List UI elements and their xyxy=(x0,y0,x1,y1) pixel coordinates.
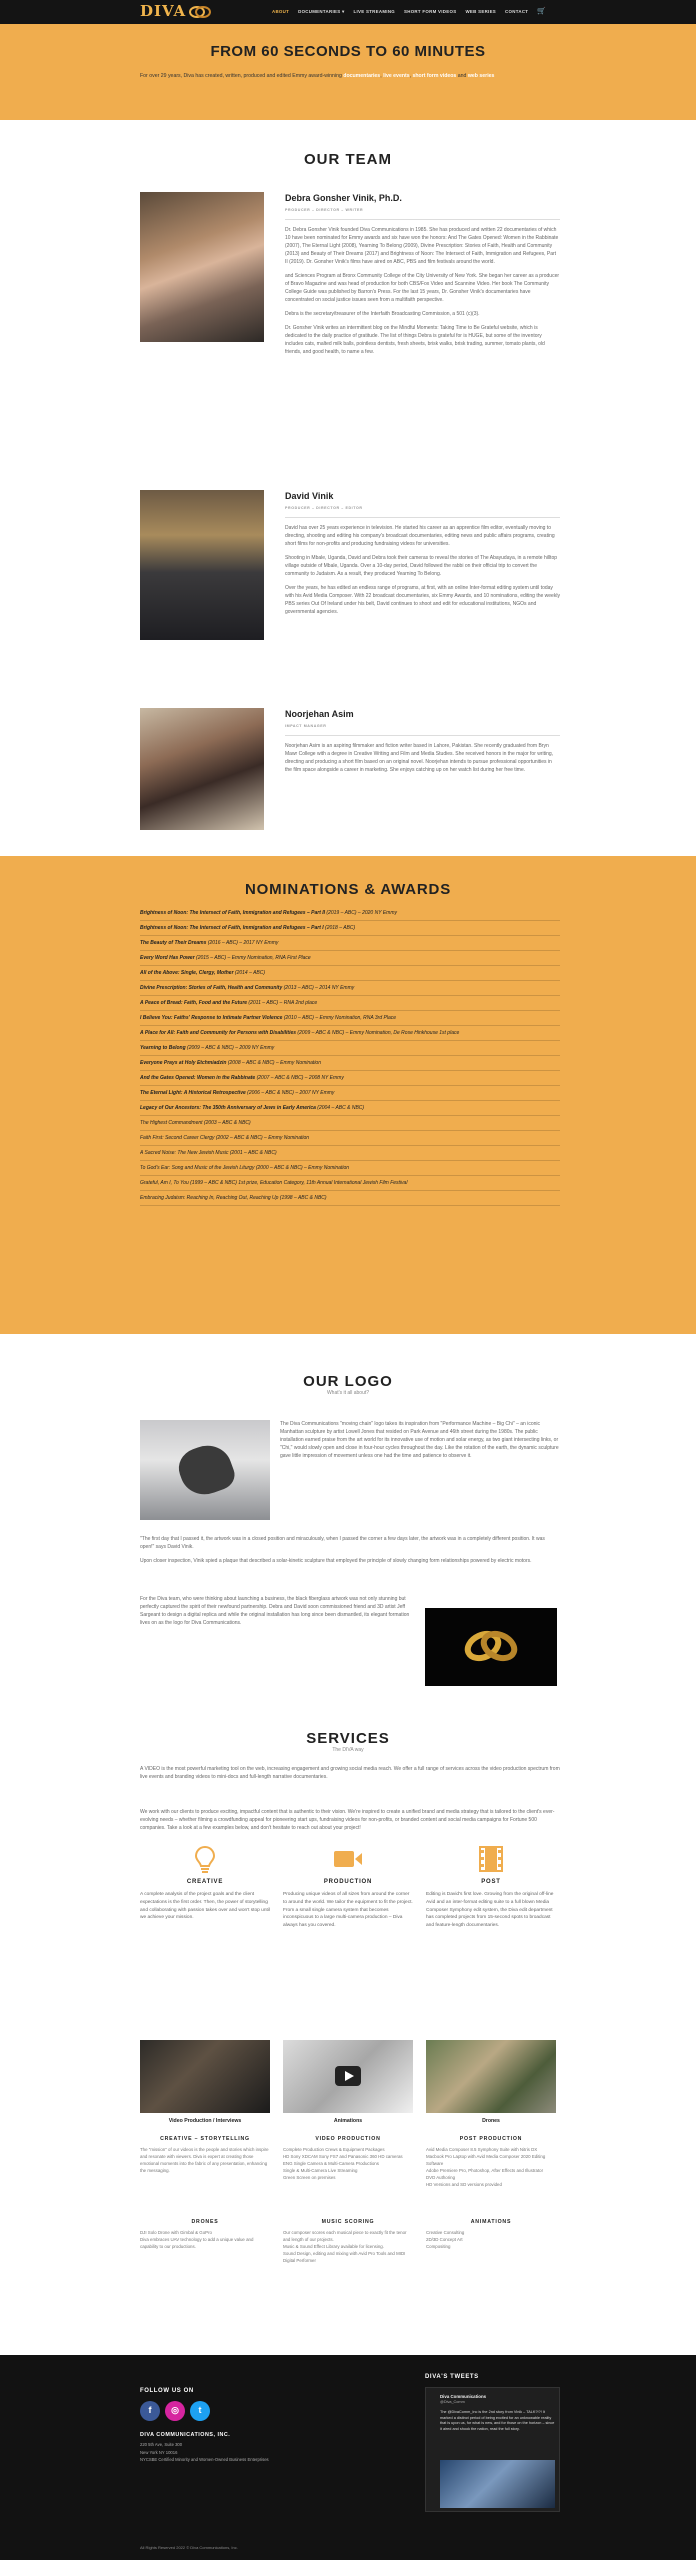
logo-animation-video[interactable] xyxy=(425,1608,557,1686)
divider xyxy=(285,735,560,736)
service-detail-title: DRONES xyxy=(191,2219,219,2225)
nav-documentaries[interactable]: DOCUMENTARIES ▾ xyxy=(298,8,345,14)
facebook-icon[interactable]: f xyxy=(140,2401,160,2421)
nomination-detail: (2015 – ABC) – Emmy Nomination, RNA First Place xyxy=(194,954,311,961)
service-creative xyxy=(140,1843,270,1922)
nomination-title: And the Gates Opened: Women in the Rabbinate xyxy=(140,1074,256,1081)
service-detail-line: Avid Media Composer 8.5 Symphony Suite with Nitris DX xyxy=(426,2147,538,2153)
service-detail-column xyxy=(426,2218,556,2250)
service-detail-line: Our composer scores each musical piece to exactly fit the tenor and length of our projects. xyxy=(283,2230,407,2243)
nomination-detail: (2009 – ABC & NBC) – Emmy Nomination, De Rose Hinkhouse 1st place xyxy=(296,1029,460,1036)
divider xyxy=(285,517,560,518)
nomination-item xyxy=(140,1011,560,1026)
member-name: David Vinik xyxy=(285,491,334,501)
thumbnail-caption: Animations xyxy=(333,2118,363,2124)
team-member-debra xyxy=(140,192,560,492)
address-line: New York NY 10016 xyxy=(140,2449,178,2455)
service-detail-line: The "mission" of our videos is the people and stories which inspire and resonate with viewers. Diva is expert at creating those emotional moments into the fabric of any presentation, enhancing the messaging. xyxy=(140,2147,269,2174)
company-name: DIVA COMMUNICATIONS, INC. xyxy=(140,2432,231,2438)
hero-intro: For over 29 years, Diva has created, written, produced and edited Emmy award-winning xyxy=(140,73,344,79)
logo-text: DIVA xyxy=(140,2,187,21)
nomination-title: All of the Above: Single, Clergy, Mother xyxy=(140,969,234,976)
hero-text: For over 29 years, Diva has created, written, produced and edited Emmy award-winning documentaries, live events, short form videos and web series xyxy=(140,73,495,79)
service-production xyxy=(283,1843,413,1930)
site-footer xyxy=(0,2355,696,2560)
video-camera-icon xyxy=(283,1843,413,1875)
david-info xyxy=(285,490,560,622)
nomination-item xyxy=(140,981,560,996)
site-logo[interactable] xyxy=(140,3,212,21)
thumbnail-caption: Video Production / Interviews xyxy=(168,2118,242,2124)
nomination-title: The Beauty of Their Dreams xyxy=(140,939,207,946)
member-bio: Shooting in Mbale, Uganda, David and Debra took their cameras to reveal the stories of The Abayudaya, in a remote hilltop village outside of Mbale, Uganda. Over a 10-day period, David followed the rabbi on their official trip to convert the community to Judaism. As a result, they produced Yearning To Belong. xyxy=(285,554,558,577)
member-name: Debra Gonsher Vinik, Ph.D. xyxy=(285,193,402,203)
service-detail-line: ENG Single Camera & Multi-Camera Productions xyxy=(283,2161,379,2167)
address-line: NYCSBE Certified Minority and Women-Owned Business Enterprises xyxy=(140,2457,269,2463)
cart-icon[interactable]: 🛒 xyxy=(537,7,546,15)
nav-contact[interactable]: CONTACT xyxy=(505,8,529,14)
member-name: Noorjehan Asim xyxy=(285,709,354,719)
social-links xyxy=(140,2401,210,2421)
member-bio: David has over 25 years experience in television. He started his career as an apprentice film editor, eventually moving to directing, shooting and editing his company's broadcast documentaries, editing news and public affairs programs, creating short films for non-profits and producing fundraising videos for universities. xyxy=(285,524,555,547)
lightbulb-icon xyxy=(140,1843,270,1875)
nomination-detail: Embracing Judaism: Reaching In, Reaching Out, Reaching Up (1998 – ABC & NBC) xyxy=(140,1194,327,1201)
noorjehan-photo xyxy=(140,708,264,830)
link-short-form-videos[interactable]: short form videos xyxy=(412,73,457,79)
nomination-detail: (2006 – ABC & NBC) – 2007 NY Emmy xyxy=(245,1089,335,1096)
our-logo-subtitle: What's it all about? xyxy=(326,1390,370,1396)
service-detail-title: MUSIC SCORING xyxy=(321,2219,375,2225)
nomination-title: Brightness of Noon: The Intersect of Faith, Immigration and Refugees – Part II xyxy=(140,909,326,916)
logo-story-text xyxy=(140,1535,560,1565)
link-documentaries[interactable]: documentaries xyxy=(343,73,381,79)
nomination-item xyxy=(140,1116,560,1131)
member-bio: Dr. Debra Gonsher Vinik founded Diva Communications in 1985. She has produced and written 22 documentaries of which 10 have been nominated for Emmy awards and six have won the honors: And The Gates Opened: Women in the Rabbinate (2007), The Eternal Light (2008), Yearning To Belong (2009), Divine Prescription: Stories of Faith, Health and Community (2013) and Beauty of Their Dreams (2017) and Brightness of Noon: The Intersect of Faith, Immigration and Refugees, Part II (2019). Dr. Gonsher Vinik's films have aired on ABC, PBS and film festivals around the world. xyxy=(285,226,559,265)
follow-us-heading: FOLLOW US ON xyxy=(140,2388,194,2394)
service-detail-line: Diva embraces UAV technology to add a unique value and capability to our productions. xyxy=(140,2237,254,2250)
member-bio: Noorjehan Asim is an aspiring filmmaker and fiction writer based in Lahore, Pakistan. She recently graduated from Bryn Mawr College with a degree in Creative Writing and Film and Media Studies. She received honors in the major for writing, directing and producing a short film based on an original novel. Noorjehan intends to pursue professional opportunities in the film space alongside a career in marketing. She enjoys catching up on her watch list during her free time. xyxy=(285,742,554,773)
nomination-title: Everyone Prays at Holy Etchmiadzin xyxy=(140,1059,227,1066)
animations-thumbnail[interactable] xyxy=(283,2040,413,2113)
tweet-author: Diva Communications xyxy=(440,2394,487,2399)
logo-quote: "The first day that I passed it, the artwork was in a closed position and miraculously, when I passed the corner a few days later, the artwork was in a completely different position. It was open!" says David Vinik. xyxy=(140,1536,545,1550)
service-detail-title: POST PRODUCTION xyxy=(459,2136,523,2142)
team-member-noorjehan xyxy=(140,708,560,833)
service-detail-line: HD Versions and SD versions provided xyxy=(426,2182,502,2188)
service-detail-line: Macbook Pro Laptop with Avid Media Composer 2020 Editing Software xyxy=(426,2154,546,2167)
nomination-item xyxy=(140,1191,560,1206)
member-bio: Debra is the secretary/treasurer of the Interfaith Broadcasting Commission, a 501 (c)(3). xyxy=(285,310,480,317)
service-detail-line: Creative Consulting xyxy=(426,2230,465,2236)
hero-and: and xyxy=(456,73,468,79)
nomination-detail: (2009 – ABC & NBC) – 2009 NY Emmy xyxy=(185,1044,275,1051)
member-role: PRODUCER – DIRECTOR – WRITER xyxy=(285,207,364,212)
video-production-thumbnail[interactable] xyxy=(140,2040,270,2113)
nomination-title: Divine Prescription: Stories of Faith, Health and Community xyxy=(140,984,283,991)
sculpture-photo xyxy=(140,1420,270,1520)
service-detail-line: Complete Production Crews & Equipment Packages xyxy=(283,2147,385,2153)
company-address xyxy=(140,2441,320,2464)
nomination-item xyxy=(140,936,560,951)
nomination-title: Every Word Has Power xyxy=(140,954,195,961)
service-detail-line: Sound Design, editing and mixing with Avid Pro Tools and MIDI Digital Performer xyxy=(283,2251,406,2264)
top-navigation-bar xyxy=(0,0,696,24)
service-detail-line: DVD Authoring xyxy=(426,2175,456,2181)
divider xyxy=(285,219,560,220)
nomination-detail: (2011 – ABC) – RNA 2nd place xyxy=(247,999,318,1006)
nomination-detail: (2019 – ABC) – 2020 NY Emmy xyxy=(325,909,398,916)
nomination-item xyxy=(140,1071,560,1086)
our-logo-title: OUR LOGO xyxy=(303,1373,393,1390)
nomination-title: I Believe You: Faiths' Response to Intimate Partner Violence xyxy=(140,1014,283,1021)
services-intro: A VIDEO is the most powerful marketing tool on the web, increasing engagement and growing social media reach. We offer a full range of services across the video production spectrum from live events and branding videos to mini-docs and full-length narrative documentaries. xyxy=(140,1766,560,1780)
service-detail-column xyxy=(283,2135,413,2181)
service-detail-title: VIDEO PRODUCTION xyxy=(315,2136,381,2142)
nominations-section xyxy=(0,856,696,1334)
nomination-detail: Faith First: Second Career Clergy (2002 – ABC & NBC) – Emmy Nomination xyxy=(140,1134,310,1141)
chain-logo-icon xyxy=(188,5,212,19)
service-detail-line: Adobe Premiere Pro, Photoshop, After Effects and Illustrator xyxy=(426,2168,544,2174)
film-strip-icon xyxy=(426,1843,556,1875)
link-web-series[interactable]: web series xyxy=(467,73,495,79)
play-button-icon[interactable] xyxy=(283,2040,413,2113)
twitter-icon[interactable]: t xyxy=(190,2401,210,2421)
nav-short-form-videos[interactable]: SHORT FORM VIDEOS xyxy=(404,8,457,14)
services-intro: We work with our clients to produce exciting, impactful content that is authentic to their vision. We're inspired to create a unified brand and media strategy that is tailored to the client's ever-evolving needs – whether filming a crowdfunding appeal for pioneering start ups, fundraising videos for non-profits, or branded content and social media campaigns for Fortune 500 companies. Take a look at a few examples below, and don't hesitate to reach out about your project! xyxy=(140,1809,555,1831)
nomination-item xyxy=(140,1026,560,1041)
member-role: IMPACT MANAGER xyxy=(285,723,327,728)
main-nav xyxy=(272,0,546,24)
debra-photo xyxy=(140,192,264,342)
team-member-david xyxy=(140,490,560,690)
nomination-item xyxy=(140,1146,560,1161)
tweets-heading: DIVA'S TWEETS xyxy=(425,2374,479,2380)
logo-story-paragraph: Upon closer inspection, Vinik spied a plaque that described a solar-kinetic sculpture that employed the principle of slowly changing form relationships powered by electric motors. xyxy=(140,1558,532,1564)
service-detail-column xyxy=(283,2218,413,2264)
twitter-feed[interactable] xyxy=(425,2387,560,2512)
nomination-item xyxy=(140,951,560,966)
drones-thumbnail[interactable] xyxy=(426,2040,556,2113)
team-section-title: OUR TEAM xyxy=(304,151,392,168)
nomination-item xyxy=(140,906,560,921)
nomination-item xyxy=(140,1161,560,1176)
nomination-detail: To God's Ear: Song and Music of the Jewish Liturgy (2000 – ABC & NBC) – Emmy Nomination xyxy=(140,1164,350,1171)
service-detail-column xyxy=(426,2135,556,2188)
service-detail-line: HD Sony XDCAM Sony FS7 and Panasonic 360 HD cameras xyxy=(283,2154,403,2160)
nav-about[interactable]: ABOUT xyxy=(271,8,290,14)
nomination-item xyxy=(140,1041,560,1056)
nomination-title: A Place for All: Faith and Community for Persons with Disabilities xyxy=(140,1029,297,1036)
nomination-item xyxy=(140,1056,560,1071)
hero-title: FROM 60 SECONDS TO 60 MINUTES xyxy=(210,43,486,60)
nomination-detail: (2010 – ABC) – Emmy Nomination, RNA 3rd Place xyxy=(282,1014,396,1021)
nomination-item xyxy=(140,966,560,981)
service-post xyxy=(426,1843,556,1930)
noorjehan-info xyxy=(285,708,560,780)
nomination-detail: (2004 – ABC & NBC) xyxy=(315,1104,365,1111)
nomination-detail: (2013 – ABC) – 2014 NY Emmy xyxy=(282,984,355,991)
service-title: CREATIVE xyxy=(186,1879,224,1885)
service-detail-line: Compositing xyxy=(426,2244,451,2250)
nominations-list xyxy=(140,906,560,1206)
nomination-item xyxy=(140,1131,560,1146)
services-subtitle: The DIVA way xyxy=(332,1747,364,1753)
nomination-detail: (2014 – ABC) xyxy=(233,969,266,976)
nominations-title: NOMINATIONS & AWARDS xyxy=(245,881,451,898)
service-text: Producing unique videos of all sizes from around the corner to around the world. We tailor the equipment to fit the project. From a small single camera system that becomes inconspicuous to a large multi-camera production – Diva always has you covered. xyxy=(283,1892,413,1928)
member-bio: and Sciences Program at Bronx Community College of the City University of New York. She began her career as a producer of Bravo Magazine and was head of production for both CBS/Fox Video and Scannine Video. Her book The Community College Guide was published by Barron's Press. For the last 15 years, Dr. Gonsher Vinik's documentaries have concentrated on social justice issues seen from a multifaith perspective. xyxy=(285,272,560,303)
hero-banner xyxy=(0,24,696,120)
nomination-item xyxy=(140,1086,560,1101)
nomination-item xyxy=(140,996,560,1011)
instagram-icon[interactable]: ◎ xyxy=(165,2401,185,2421)
nomination-title: Yearning to Belong xyxy=(140,1044,186,1051)
nomination-title: A Peace of Bread: Faith, Food and the Future xyxy=(140,999,248,1006)
nav-web-series[interactable]: WEB SERIES xyxy=(465,8,497,14)
service-detail-line: DJI Solo Drone with Gimbal & GoPro xyxy=(140,2230,212,2236)
service-detail-column xyxy=(140,2135,270,2174)
address-line: 220 5th Ave, Suite 300 xyxy=(140,2442,183,2447)
nomination-item xyxy=(140,1176,560,1191)
nomination-item xyxy=(140,1101,560,1116)
copyright: All Rights Reserved 2022 © Diva Communications, Inc. xyxy=(140,2545,238,2550)
gold-chain-logo-icon xyxy=(463,1624,519,1668)
nomination-title: Brightness of Noon: The Intersect of Faith, Immigration and Refugees – Part I xyxy=(140,924,324,931)
link-live-events[interactable]: live events xyxy=(383,73,410,79)
service-text: A complete analysis of the project goals and the client expectations is the first order. Then, the power of storytelling and collaborating with passion takes over and won't stop until we achieve your mission. xyxy=(140,1892,270,1921)
service-detail-title: CREATIVE – STORYTELLING xyxy=(160,2136,250,2142)
service-title: PRODUCTION xyxy=(323,1879,373,1885)
nomination-item xyxy=(140,921,560,936)
service-text: Editing is David's first love. Growing from the original off-line Avid and an inter-format editing suite to a full blown Media Composer Symphony edit system, the Diva edit department has completed projects from 15-second spots to broadcast and feature-length documentaries. xyxy=(426,1892,554,1928)
nomination-title: The Eternal Light: A Historical Retrospective xyxy=(140,1089,246,1096)
nomination-detail: A Sacred Noise: The New Jewish Music (2001 – ABC & NBC) xyxy=(140,1149,277,1156)
david-photo xyxy=(140,490,264,640)
nomination-detail: (2018 – ABC) xyxy=(323,924,356,931)
service-detail-title: ANIMATIONS xyxy=(470,2219,512,2225)
tweet-text: The @DivaComm_Inc is the 2nd story from Vinik – TALK?!?! It marked a distinct period of being excited for an unknowable reality that is upon us, for what is new, and for those on the horizon – since it aired and shook the nation, read the full story. xyxy=(440,2410,555,2432)
thumbnail-caption: Drones xyxy=(482,2118,500,2124)
tweet-handle: @Diva_Comm xyxy=(440,2400,465,2404)
debra-info xyxy=(285,192,560,362)
service-detail-column xyxy=(140,2218,270,2250)
nomination-title: Legacy of Our Ancestors: The 350th Anniversary of Jews in Early America xyxy=(140,1104,316,1111)
logo-story-text: The Diva Communications "moving chain" logo takes its inspiration from "Performance Machine – Big Chi" – an iconic Manhattan sculpture by artist Lowell Jones that resided on Park Avenue and 46th street during the 1980s. The public installation earned praise from the art world for its innovative use of motion and solar energy, as two giant intersecting links, or "Chi," would slowly open and close in four-hour cycles throughout the day. Like the rotation of the earth, the dynamic sculpture gave little impression of movement unless one had the time and patience to observe it. xyxy=(280,1421,559,1459)
member-role: PRODUCER – DIRECTOR – EDITOR xyxy=(285,505,363,510)
nomination-detail: (2007 – ABC & NBC) – 2008 NY Emmy xyxy=(255,1074,344,1081)
service-detail-line: Music & Sound Effect Library available for licensing. xyxy=(283,2244,384,2250)
logo-story-text: For the Diva team, who were thinking about launching a business, the black fiberglass artwork was not only stunning but perfectly captured the spirit of their newfound partnership. Debra and David soon commissioned friend and 3D artist Jeff Sargeant to design a digital replica and while the original installation has long since been dismantled, its elegant formation lives on as the logo for Diva Communications. xyxy=(140,1596,410,1626)
service-title: POST xyxy=(481,1879,501,1885)
service-detail-line: Single & Multi-Camera Live Streaming xyxy=(283,2168,358,2174)
nomination-detail: Grateful, Am I, To You (1999 – ABC & NBC) 1st prize, Education Category, 11th Annual International Jewish Film Festival xyxy=(140,1179,408,1186)
nav-live-streaming[interactable]: LIVE STREAMING xyxy=(353,8,396,14)
nomination-detail: The Highest Commandment (2003 – ABC & NBC) xyxy=(140,1119,251,1126)
nomination-detail: (2016 – ABC) – 2017 NY Emmy xyxy=(206,939,279,946)
member-bio: Dr. Gonsher Vinik writes an intermittent blog on the Mindful Moments: Taking Time to Be Grateful website, which is dedicated to the daily practice of gratitude. The list of things Debra is grateful for is HUGE, but some of the inventory includes cats, malted milk balls, pointless dentists, fresh sheets, brisk walks, brisk trading, summer, tomato plants, old friends, and good health, to name a few. xyxy=(285,324,545,355)
service-detail-line: 2D/3D Concept Art xyxy=(426,2237,463,2243)
tweet-image[interactable] xyxy=(440,2460,555,2508)
member-bio: Over the years, he has edited an endless range of programs, at first, with an online Inter-format editing system until today with his Avid Media Composer. With 22 broadcast documentaries, six Emmy Awards, and 10 nominations, editing the weekly PBS series Out Of Ireland under his belt, David continues to shoot and edit for educational institutions, NGOs and governmental agencies. xyxy=(285,584,560,615)
services-title: SERVICES xyxy=(306,1730,390,1747)
nomination-detail: (2008 – ABC & NBC) – Emmy Nomination xyxy=(226,1059,321,1066)
service-detail-line: Green Screen on premises xyxy=(283,2175,336,2181)
